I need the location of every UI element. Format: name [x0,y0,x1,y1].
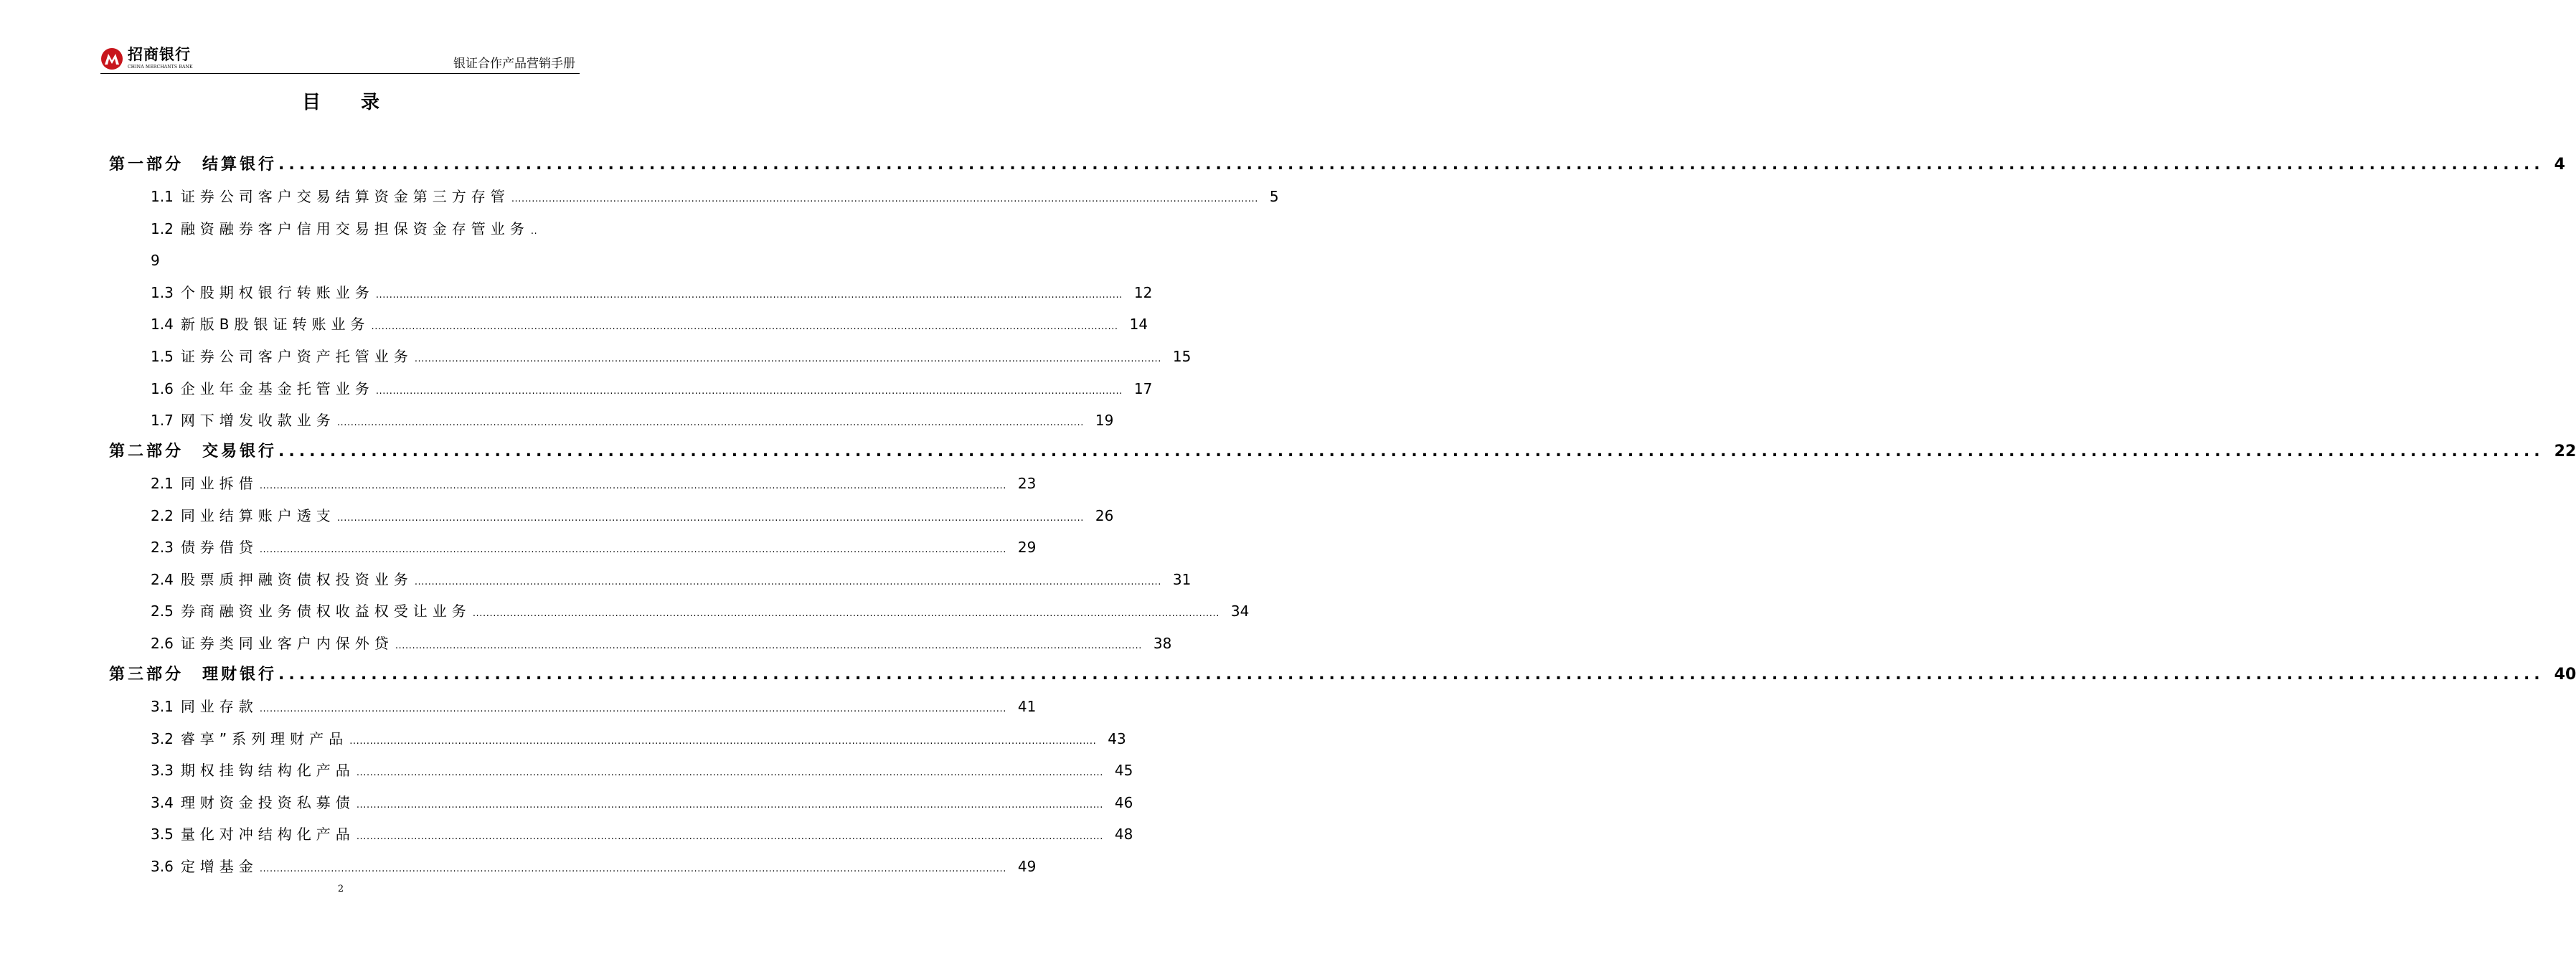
toc-part-title [109,663,277,686]
toc-section-text: 量化对冲结构化产品 [180,826,355,844]
toc-section-entry[interactable] [151,410,1114,431]
toc-section-number: 2.6 [151,635,174,652]
toc-section-number: 3.6 [151,858,174,875]
toc-leader-dots: ............................................................................................................................................................................................................................ [259,544,1006,556]
toc-page-number: 15 [1172,348,1192,365]
toc-section-entry[interactable] [151,378,1153,400]
page-number: 2 [337,884,344,894]
toc-page-number: 40 [2554,666,2576,684]
toc-section-text: 理财资金投资私募债 [180,793,355,811]
toc-leader-dots: ............................................................................................................................................................................................................................ [395,641,1142,651]
toc-part-label: 第二部分 [109,443,184,460]
toc-part-name: 结算银行 [202,156,278,174]
toc-page-number: 5 [1269,188,1279,205]
toc-part-title [109,440,277,463]
toc-page-number: 31 [1172,570,1192,588]
toc-heading: 目录 [301,92,420,113]
document-title: 银证合作产品营销手册 [453,57,575,71]
toc-page-number: 49 [1017,858,1037,875]
toc-section-text: 证券公司客户资产托管业务 [180,348,413,365]
toc-page-number: 46 [1114,793,1133,811]
toc-part-name: 理财银行 [202,666,278,684]
toc-section-number: 2.3 [151,539,174,557]
toc-section-entry[interactable] [151,537,1037,558]
toc-part-entry[interactable] [109,153,2565,176]
toc-part-label: 第一部分 [109,156,184,174]
toc-section-title [151,410,336,431]
toc-section-entry[interactable] [151,569,1192,590]
toc-section-number: 2.5 [151,602,174,620]
toc-page-number: 29 [1017,539,1037,557]
toc-section-number: 3.2 [151,729,174,747]
toc-section-number: 3.5 [151,826,174,844]
toc-section-number: 3.3 [151,762,174,780]
toc-section-number: 1.2 [151,219,174,237]
toc-leader-dots: ............................................................................................................................................................................................................................ [336,512,1084,524]
toc-leader-dots: ............................................................................................................................................................................................................................ [259,864,1006,874]
toc-leader-dots: .. [530,225,538,237]
toc-section-entry[interactable] [151,186,1279,207]
toc-leader-dots: ............................................................................................................................................................................................................................ [349,735,1097,747]
toc-page-number: 19 [1095,412,1114,430]
toc-page-number: 14 [1129,316,1148,334]
toc-section-title [151,792,355,813]
toc-section-title [151,728,348,750]
toc-section-text: 证券类同业客户内保外贷 [180,635,394,652]
toc-section-entry[interactable] [151,473,1037,494]
toc-page-number: 22 [2554,443,2576,460]
toc-section-entry[interactable] [151,760,1133,781]
toc-section-number: 2.4 [151,570,174,588]
toc-page-number: 41 [1017,698,1037,715]
toc-section-text: 融资融券客户信用交易担保资金存管业务 [180,219,529,237]
toc-page-number: 38 [1153,635,1172,652]
toc-section-text: 同业结算账户透支 [180,506,336,524]
toc-page-number: 23 [1017,475,1037,492]
toc-leader-dots: ............................................................................................................................................................................................................................ [414,354,1161,364]
toc-section-title [151,473,258,494]
toc-section-title [151,505,336,526]
toc-section-number: 1.7 [151,412,174,430]
toc-part-label: 第三部分 [109,666,184,684]
toc-part-title [109,153,277,176]
toc-leader-dots: ............................................................................................................................................................................................................................ [278,156,2544,174]
toc-leader-dots: ............................................................................................................................................................................................................................ [259,704,1006,714]
toc-leader-dots: ............................................................................................................................................................................................................................ [414,576,1161,587]
toc-section-title [151,760,355,781]
toc-leader-dots: ............................................................................................................................................................................................................................ [336,417,1084,429]
toc-section-number: 3.1 [151,698,174,715]
toc-page-number: 48 [1114,826,1133,844]
toc-section-title [151,282,374,303]
toc-section-title [151,378,374,400]
toc-leader-dots: ............................................................................................................................................................................................................................ [375,289,1123,301]
toc-section-entry[interactable] [151,600,1250,622]
logo-english-text: CHINA MERCHANTS BANK [128,65,193,70]
toc-section-title [151,537,258,558]
toc-section-text: 证券公司客户交易结算资金第三方存管 [180,188,510,205]
toc-section-text: 网下增发收款业务 [180,412,336,430]
toc-part-entry[interactable] [109,440,2576,463]
toc-section-entry[interactable] [151,346,1192,367]
toc-section-title [151,186,510,207]
toc-section-number: 1.5 [151,348,174,365]
toc-section-title [151,218,529,240]
toc-section-entry[interactable] [151,728,1126,750]
toc-section-text: 同业拆借 [180,475,258,492]
logo-chinese-text: 招商银行 [128,45,191,63]
toc-part-name: 交易银行 [202,443,278,460]
toc-section-entry[interactable] [151,282,1153,303]
toc-section-text: 债券借贷 [180,539,258,557]
toc-leader-dots: ............................................................................................................................................................................................................................ [356,799,1103,811]
toc-page-number: 12 [1133,283,1153,301]
toc-section-entry[interactable] [151,218,581,240]
toc-section-text: 个股期权银行转账业务 [180,283,374,301]
toc-section-title [151,696,258,717]
toc-section-title [151,856,258,877]
toc-section-entry[interactable] [151,313,1148,335]
toc-section-number: 2.2 [151,506,174,524]
toc-section-title [151,600,471,622]
toc-section-text: 股票质押融资债权投资业务 [180,570,413,588]
toc-section-title [151,569,413,590]
toc-section-entry[interactable] [151,505,1114,526]
toc-page-number: 45 [1114,762,1133,780]
toc-section-text: 定增基金 [180,858,258,875]
toc-section-text: 企业年金基金托管业务 [180,379,374,397]
toc-page-number: 17 [1133,379,1153,397]
toc-page-number: 9 [151,252,160,270]
toc-page-number: 4 [2554,156,2565,174]
toc-section-entry[interactable] [151,856,1037,877]
toc-section-entry[interactable] [151,792,1133,813]
toc-section-entry[interactable] [151,696,1037,717]
toc-leader-dots: ............................................................................................................................................................................................................................ [356,831,1103,843]
toc-leader-dots: ............................................................................................................................................................................................................................ [371,321,1118,333]
toc-leader-dots: ............................................................................................................................................................................................................................ [511,194,1258,204]
toc-part-entry[interactable] [109,663,2576,686]
toc-section-text: 期权挂钩结构化产品 [180,762,355,780]
toc-section-entry[interactable] [151,633,1172,654]
toc-section-text: 同业存款 [180,698,258,715]
toc-section-number: 1.1 [151,188,174,205]
toc-section-title [151,313,370,335]
toc-section-number: 2.1 [151,475,174,492]
toc-leader-dots: ............................................................................................................................................................................................................................ [278,666,2544,684]
toc-section-number: 1.4 [151,316,174,334]
toc-section-text: 新版B股银证转账业务 [180,316,370,334]
toc-leader-dots: ............................................................................................................................................................................................................................ [278,443,2544,460]
toc-page-number: 34 [1230,602,1250,620]
toc-leader-dots: ............................................................................................................................................................................................................................ [375,385,1123,397]
toc-section-number: 1.6 [151,379,174,397]
toc-section-title [151,633,394,654]
toc-leader-dots: ............................................................................................................................................................................................................................ [259,481,1006,491]
toc-leader-dots: ............................................................................................................................................................................................................................ [356,767,1103,779]
toc-page-number: 43 [1108,729,1126,747]
toc-page-number: 26 [1095,506,1114,524]
toc-section-number: 3.4 [151,793,174,811]
toc-section-text: 睿享”系列理财产品 [180,729,349,747]
toc-leader-dots: ............................................................................................................................................................................................................................ [472,608,1219,620]
toc-section-title [151,823,355,845]
toc-section-number: 1.3 [151,283,174,301]
toc-section-entry[interactable] [151,823,1133,845]
toc-section-text: 券商融资业务债权收益权受让业务 [180,602,471,620]
toc-section-title [151,346,413,367]
